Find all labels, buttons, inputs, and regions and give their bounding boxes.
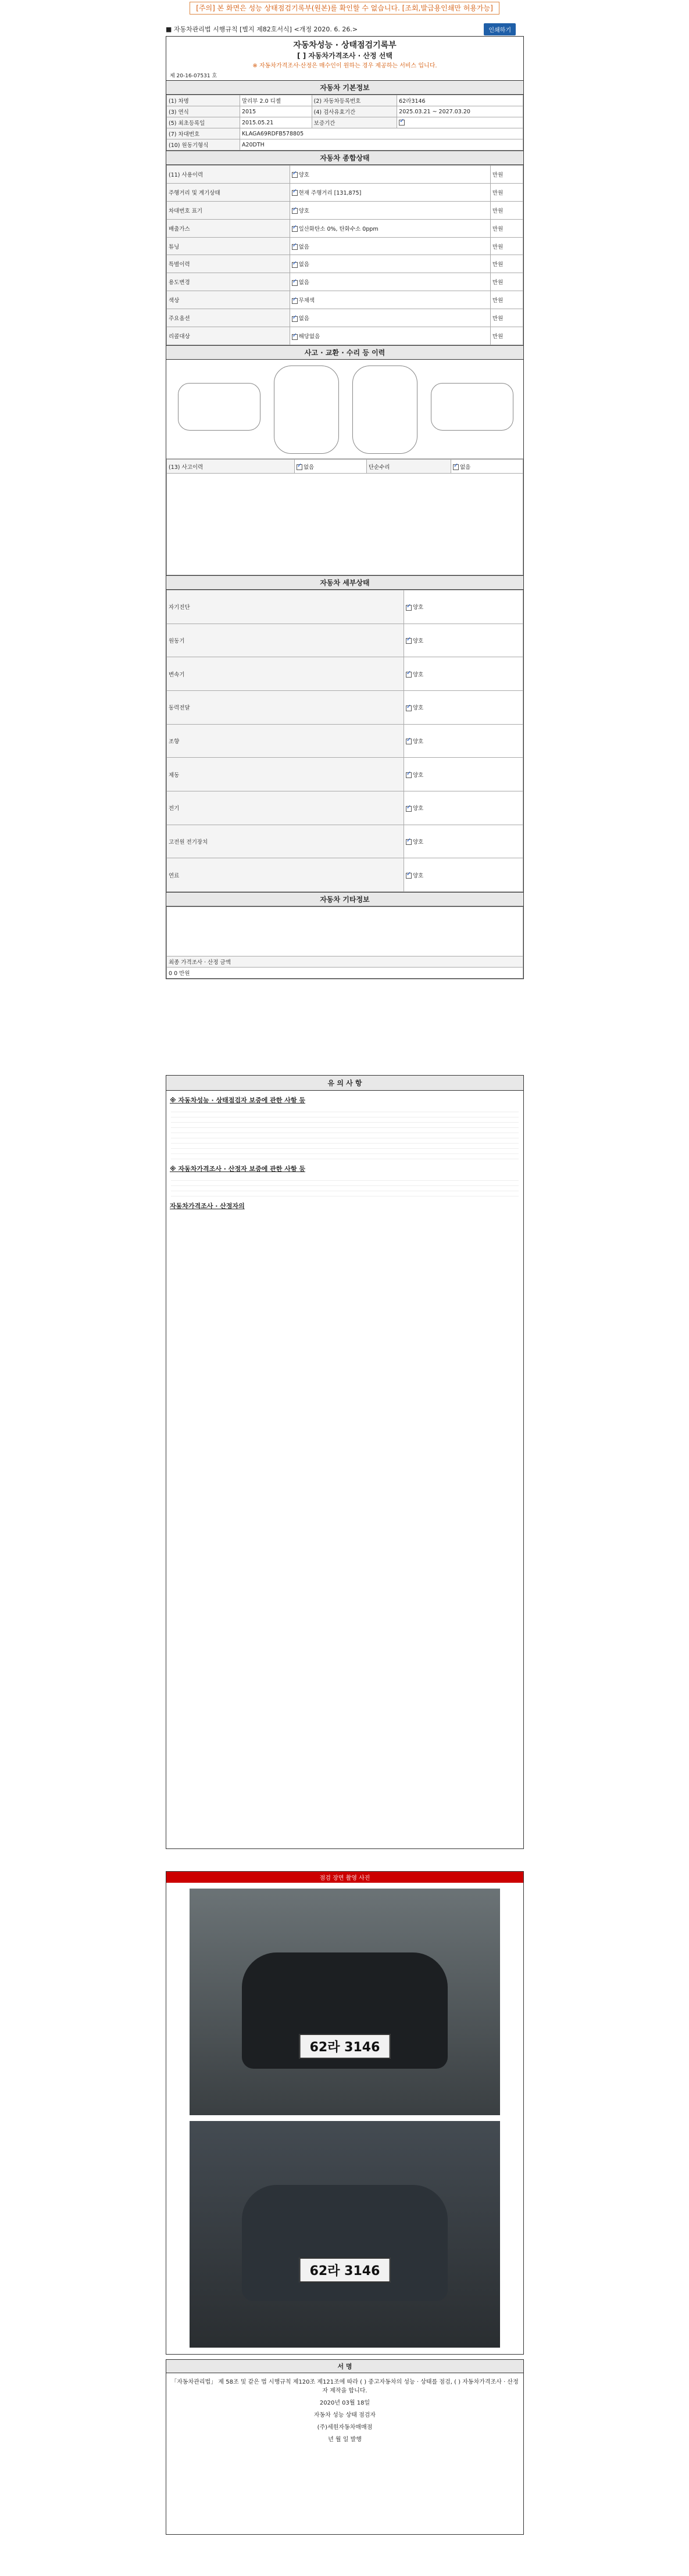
table-row: 변속기 ✓ 양호 [167, 657, 523, 691]
other-table: 최종 가격조사 · 산정 금액 0 0 만원 [166, 907, 523, 979]
table-row: 튜닝 ✓ 없음 만원 [167, 237, 523, 255]
table-row: 주요옵션 ✓ 없음 만원 [167, 309, 523, 327]
table-row: 차대번호 표기 ✓ 양호 만원 [167, 201, 523, 219]
warning-banner: [주의] 본 화면은 성능 상태점검기록부(원본)를 확인할 수 없습니다. [조회,발급용인쇄만 허용가능] [0, 0, 689, 16]
section-overall: 자동차 종합상태 [166, 151, 523, 165]
section-detail: 자동차 세부상태 [166, 575, 523, 590]
table-row: 원동기 ✓ 양호 [167, 624, 523, 657]
section-other: 자동차 기타정보 [166, 892, 523, 907]
doc-title: 자동차성능 · 상태점검기록부 [ ] 자동차가격조사 · 산정 선택 ※ 자동차가격조사·산정은 매수인이 원하는 경우 제공하는 서비스 입니다. [252, 41, 437, 69]
table-row: 배출가스 ✓ 일산화탄소 0%, 탄화수소 0ppm 만원 [167, 219, 523, 237]
table-row: 고전원 전기장치 ✓ 양호 [167, 825, 523, 858]
print-button[interactable]: 인쇄하기 [484, 23, 516, 35]
form-legal-ref: ■ 자동차관리법 시행규칙 [별지 제82호서식] <개정 2020. 6. 26.> [166, 26, 358, 33]
accident-table: (13) 사고이력 ✓ 없음 단순수리 ✓ 없음 [166, 459, 523, 575]
front-photo [190, 1889, 500, 2115]
rear-photo [190, 2121, 500, 2348]
car-top-icon [274, 366, 339, 454]
car-side-left-icon [178, 383, 260, 431]
checkbox [399, 120, 405, 126]
doc-number: 제 20-16-07531 호 [170, 73, 217, 79]
basic-info-table: (1) 차명 말리부 2.0 디젤 (2) 자동차등록번호 62라3146 (3) 연식 2015 (4) 검사유효기간 2025.03.21 ~ 2027.03.20 (5) 최초등록일 2015.05.21 보증기간 ✓ (7) 차대번호 KLAGA69RDFB578805 (10) 원동기형식 A20DTH [166, 95, 523, 151]
license-plate-rear: 62라 3146 [299, 2258, 391, 2283]
photo-section: 점검 장면 촬영 사진 62라 3146 62라 3146 [166, 1871, 524, 2355]
table-row: (11) 사용이력 ✓ 양호 만원 [167, 166, 523, 184]
car-rear-image [242, 2185, 448, 2301]
table-row: 제동 ✓ 양호 [167, 758, 523, 791]
car-diagram [166, 360, 523, 459]
section-accident: 사고 · 교환 · 수리 등 이력 [166, 345, 523, 360]
table-row: 용도변경 ✓ 없음 만원 [167, 273, 523, 291]
table-row: 조향 ✓ 양호 [167, 724, 523, 758]
license-plate-front: 62라 3146 [299, 2034, 391, 2059]
table-row: 동력전달 ✓ 양호 [167, 690, 523, 724]
car-side-right-icon [431, 383, 513, 431]
section-basic: 자동차 기본정보 [166, 80, 523, 95]
overall-table [166, 165, 523, 345]
car-bottom-icon [352, 366, 417, 454]
table-row: 연료 ✓ 양호 [167, 858, 523, 892]
table-row: 리콜대상 ✓ 해당없음 만원 [167, 327, 523, 345]
table-row: 전기 ✓ 양호 [167, 791, 523, 825]
table-row: 색상 ✓ 무채색 만원 [167, 291, 523, 309]
detail-table [166, 590, 523, 892]
notice-section: 유 의 사 항 ※ 자동차성능 · 상태점검자 보증에 관한 사항 등 ※ 자동차가격조사 · 산정자 보증에 관한 사항 등 자동차가격조사 · 산정자의 [166, 1075, 524, 1849]
table-row: 주행거리 및 계기상태 ✓ 현재 주행거리 [131,875] 만원 [167, 183, 523, 201]
table-row: 자기진단 ✓ 양호 [167, 590, 523, 624]
table-row: 특별이력 ✓ 없음 만원 [167, 255, 523, 273]
signature-section: 서 명 「자동차관리법」 제 58조 및 같은 법 시행규칙 제120조 제121조에 따라 ( ) 중고자동차의 성능 · 상태를 점검, ( ) 자동차가격조사 · 산정자 제작을 합니다. 2020년 03월 18일 자동차 성능 상태 점검자 (주)세원자동차매매점 년 월 일 발행 [166, 2359, 524, 2535]
inspection-record [166, 36, 524, 979]
